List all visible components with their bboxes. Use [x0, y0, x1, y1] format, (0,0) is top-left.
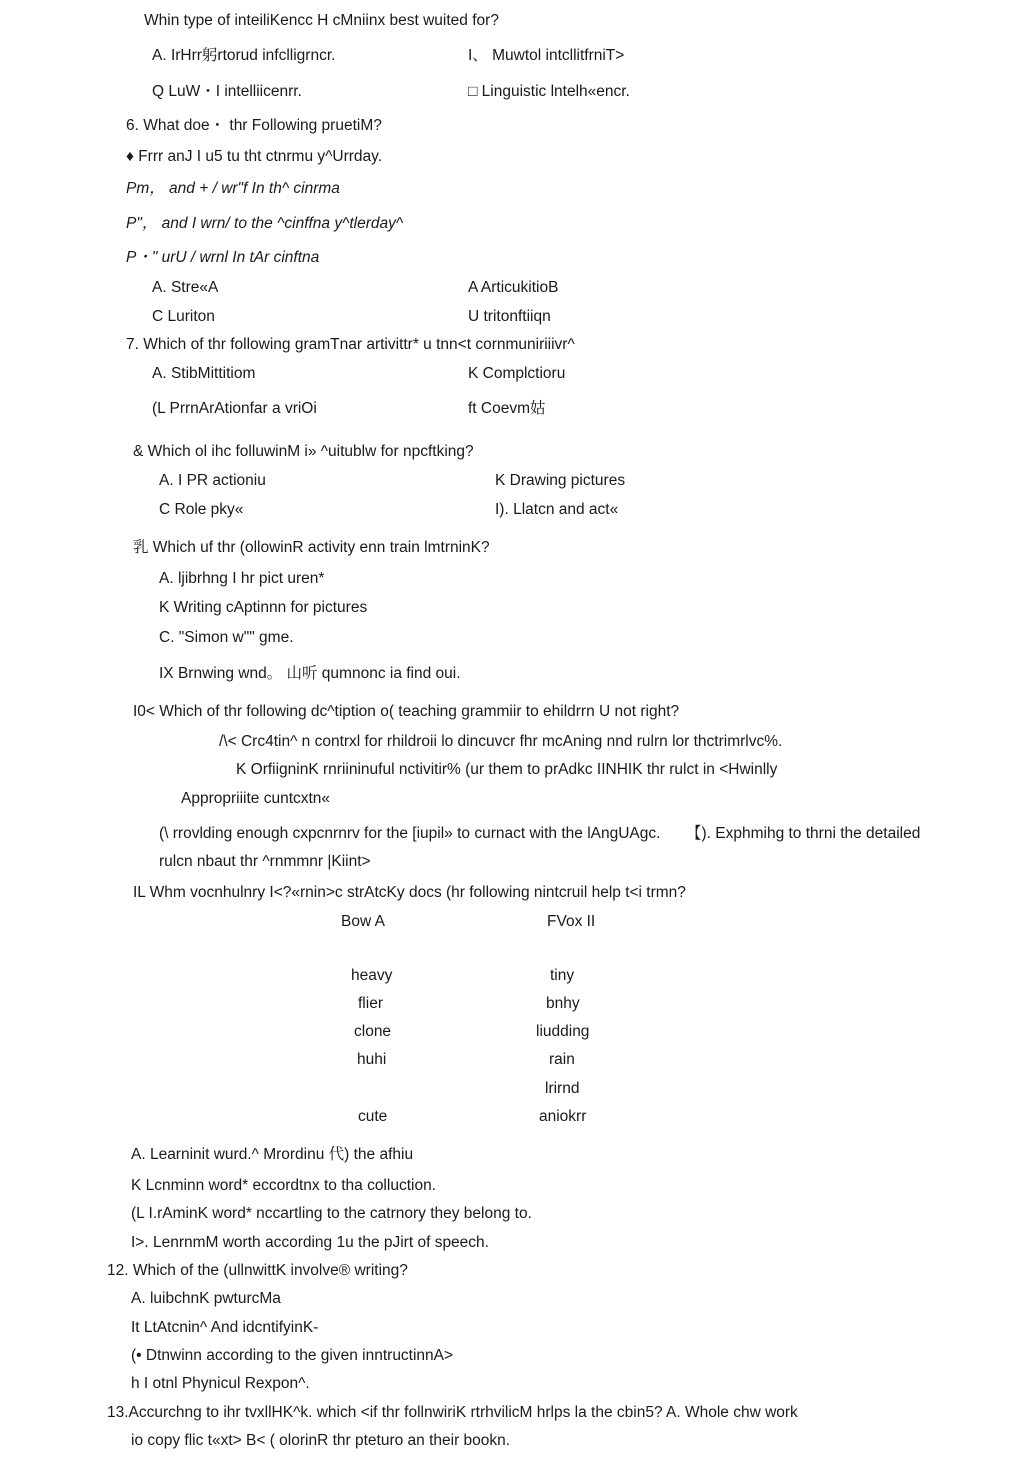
q6-option-c: C Luriton [152, 308, 215, 325]
q10-option-a: /\< Crc4tin^ n contrxl for rhildroii lo dincuvcr fhr mcAning nnd rulrn lor thctrimrlvc%. [219, 733, 783, 750]
q6-sentence-4: P・" urU / wrnl In tAr cinftna [126, 249, 320, 266]
box-b-word: rain [549, 1051, 575, 1068]
q5-option-b: I、 Muwtol intcllitfrniT> [468, 47, 625, 64]
q6-sentence-3: P"， and I wrn/ to the ^cinffna y^tlerday^ [126, 215, 404, 232]
q9-option-b: K Writing cAptinnn for pictures [159, 599, 368, 616]
q6-sentence-1: ♦ Frrr anJ I u5 tu tht ctnrmu y^Urrday. [126, 148, 383, 165]
box-a-word: heavy [351, 967, 393, 984]
q10-option-d-line-1: 【). Exphmihg to thrni the detailed [686, 825, 921, 842]
q6-option-d: U tritonftiiqn [468, 308, 551, 325]
q10-option-c: (\ rrovlding enough cxpcnrnrv for the [iupil» to curnact with the lAngUAgc. [159, 825, 661, 842]
box-a-word: cute [358, 1108, 388, 1125]
question-11-stem: IL Whm vocnhulnry I<?«rnin>c strAtcKy docs (hr following nintcruil help t<i trmn? [133, 884, 686, 901]
q9-option-a: A. ljibrhng I hr pict uren* [159, 570, 325, 587]
question-12-stem: 12. Which of the (ullnwittK involve® writing? [107, 1262, 408, 1279]
question-10-stem: I0< Which of thr following dc^tiption o( teaching grammiir to ehildrrn U not right? [133, 703, 680, 720]
q11-option-c: (L I.rAminK word* nccartling to the catrnory they belong to. [131, 1205, 532, 1222]
box-b-word: aniokrr [539, 1108, 587, 1125]
box-b-word: bnhy [546, 995, 580, 1012]
q7-option-d: ft Coevm姑 [468, 400, 546, 417]
q7-option-b: K Complctioru [468, 365, 566, 382]
q12-option-b: It LtAtcnin^ And idcntifyinK- [131, 1319, 319, 1336]
q10-option-b-line-1: K OrfiigninK rnriininuful nctivitir% (ur them to prAdkc IINHIK thr rulct in <Hwinlly [236, 761, 778, 778]
box-a-word: huhi [357, 1051, 387, 1068]
q11-option-d: I>. LenrnmM worth according 1u the pJirt of speech. [131, 1234, 489, 1251]
question-7-stem: 7. Which of thr following gramTnar artivittr* u tnn<t cornmuniriiivr^ [126, 336, 575, 353]
question-9-stem: 乳 Which uf thr (ollowinR activity enn train lmtrninK? [133, 539, 490, 556]
q5-option-c: Q LuW・I intelliicenrr. [152, 83, 302, 100]
q8-option-b: K Drawing pictures [495, 472, 626, 489]
box-a-header: Bow A [341, 913, 385, 930]
q6-option-b: A ArticukitioB [468, 279, 559, 296]
box-b-word: lrirnd [545, 1080, 580, 1097]
question-13-continuation: io copy flic t«xt> B< ( olorinR thr pteturo an their bookn. [131, 1432, 511, 1449]
question-6-stem: 6. What doe・ thr Following pruetiM? [126, 117, 382, 134]
box-b-word: tiny [550, 967, 575, 984]
q8-option-d: I). Llatcn and act« [495, 501, 619, 518]
q6-option-a: A. Stre«A [152, 279, 219, 296]
q10-option-d-line-2: rulcn nbaut thr ^rnmmnr |Kiint> [159, 853, 371, 870]
box-b-header: FVox II [547, 913, 596, 930]
q12-option-c: (• Dtnwinn according to the given inntructinnA> [131, 1347, 454, 1364]
q11-option-b: K Lcnminn word* eccordtnx to tha colluction. [131, 1177, 436, 1194]
q12-option-a: A. luibchnK pwturcMa [131, 1290, 281, 1307]
question-8-stem: & Which ol ihc folluwinM i» ^uitublw for npcftking? [133, 443, 474, 460]
box-a-word: flier [358, 995, 383, 1012]
q11-option-a: A. Learninit wurd.^ Mrordinu 代) the afhiu [131, 1146, 414, 1163]
q6-sentence-2: Pm， and + / wr"f In th^ cinrma [126, 180, 340, 197]
q10-option-b-line-2: Appropriiite cuntcxtn« [181, 790, 331, 807]
question-13-stem: 13.Accurchng to ihr tvxllHK^k. which <if thr follnwiriK rtrhvilicM hrlps la the cbin5? A. Whole chw work [107, 1404, 798, 1421]
q8-option-c: C Role pky« [159, 501, 244, 518]
q5-option-d: □ Linguistic lntelh«encr. [468, 83, 630, 100]
q12-option-d: h I otnl Phynicul Rexpon^. [131, 1375, 310, 1392]
q7-option-a: A. StibMittitiom [152, 365, 256, 382]
q9-option-c: C. "Simon w"" gme. [159, 629, 294, 646]
q8-option-a: A. I PR actioniu [159, 472, 266, 489]
box-a-word: clone [354, 1023, 392, 1040]
box-b-word: liudding [536, 1023, 590, 1040]
q5-option-a: A. IrHrr躬rtorud infclligrncr. [152, 47, 336, 64]
question-5-stem: Whin type of inteiliKencc H cMniinx best wuited for? [144, 12, 499, 29]
q7-option-c: (L PrrnArAtionfar a vriOi [152, 400, 317, 417]
q9-option-d: IX Brnwing wnd。 山听 qumnonc ia find oui. [159, 665, 461, 682]
